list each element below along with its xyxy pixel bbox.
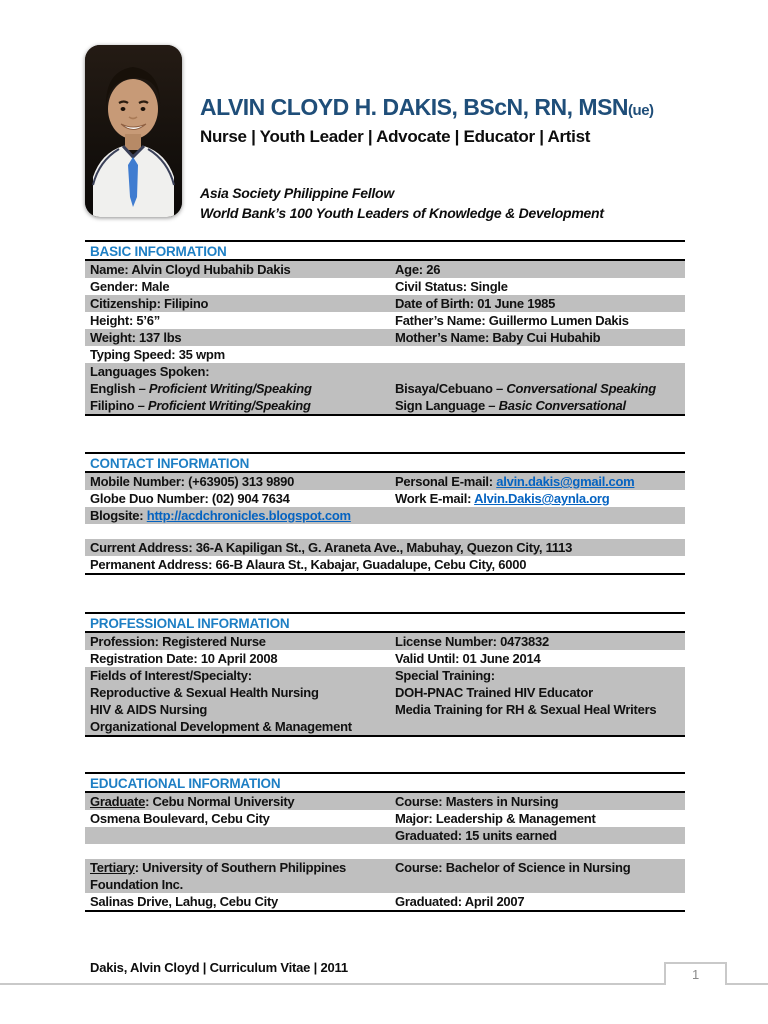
page-number-tab [664, 962, 727, 985]
field-tertiary-school: Tertiary: University of Southern Philippines Foundation Inc. [90, 860, 347, 892]
field-father-name: Father’s Name: Guillermo Lumen Dakis [395, 313, 629, 328]
field-citizenship: Citizenship: Filipino [90, 296, 209, 311]
field-current-address: Current Address: 36-A Kapiligan St., G. Araneta Ave., Mabuhay, Quezon City, 1113 [90, 540, 573, 555]
languages-block [85, 363, 685, 414]
field-tertiary-graduated: Graduated: April 2007 [395, 894, 525, 909]
field-civil-status: Civil Status: Single [395, 279, 508, 294]
cv-sections [85, 240, 685, 912]
table-row [85, 312, 685, 329]
field-mobile-number: Mobile Number: (+63905) 313 9890 [90, 474, 295, 489]
field-mother-name: Mother’s Name: Baby Cui Hubahib [395, 330, 601, 345]
spacer-row [85, 844, 685, 859]
table-row [85, 827, 685, 844]
field-profession: Profession: Registered Nurse [90, 634, 266, 649]
field-personal-email: Personal E-mail: alvin.dakis@gmail.com [395, 474, 635, 489]
page-divider-line [0, 983, 768, 985]
section-title-educational: EDUCATIONAL INFORMATION [85, 774, 685, 793]
field-tertiary-address: Salinas Drive, Lahug, Cebu City [90, 894, 279, 909]
blogsite-link[interactable]: http://acdchronicles.blogspot.com [146, 508, 351, 523]
person-name-main: ALVIN CLOYD H. DAKIS, BScN, RN, MSN [200, 94, 629, 120]
table-row [85, 810, 685, 827]
table-row [85, 633, 685, 650]
section-title-professional: PROFESSIONAL INFORMATION [85, 614, 685, 633]
table-row [85, 793, 685, 810]
field-blogsite: Blogsite: http://acdchronicles.blogspot.com [90, 508, 351, 523]
table-row [85, 859, 685, 893]
fields-of-interest-list: Fields of Interest/Specialty: Reproductive & Sexual Health Nursing HIV & AIDS Nursing Organizational Development & Management [90, 668, 352, 734]
table-row [85, 490, 685, 507]
field-license-number: License Number: 0473832 [395, 634, 549, 649]
field-globe-number: Globe Duo Number: (02) 904 7634 [90, 491, 290, 506]
section-title-contact: CONTACT INFORMATION [85, 454, 685, 473]
spacer-row [85, 524, 685, 539]
person-name-suffix: (ue) [628, 102, 654, 119]
field-name: Name: Alvin Cloyd Hubahib Dakis [90, 262, 291, 277]
field-graduate-address: Osmena Boulevard, Cebu City [90, 811, 270, 826]
language-sign: Sign Language – Basic Conversational [395, 398, 626, 413]
field-graduate-course: Course: Masters in Nursing [395, 794, 559, 809]
footer-text: Dakis, Alvin Cloyd | Curriculum Vitae | 2011 [90, 960, 348, 975]
tagline: Nurse | Youth Leader | Advocate | Educator | Artist [200, 127, 591, 146]
field-registration-date: Registration Date: 10 April 2008 [90, 651, 278, 666]
table-row [85, 261, 685, 278]
field-weight: Weight: 137 lbs [90, 330, 182, 345]
field-typing-speed: Typing Speed: 35 wpm [90, 347, 225, 362]
special-training-list: Special Training: DOH-PNAC Trained HIV Educator Media Training for RH & Sexual Heal Writers [395, 668, 657, 717]
field-valid-until: Valid Until: 01 June 2014 [395, 651, 541, 666]
language-english: English – Proficient Writing/Speaking [90, 381, 312, 396]
field-graduate-school: Graduate: Cebu Normal University [90, 794, 295, 809]
person-name [200, 94, 654, 121]
field-graduate-units: Graduated: 15 units earned [395, 828, 557, 843]
table-row [85, 278, 685, 295]
table-row [85, 346, 685, 363]
table-row [85, 650, 685, 667]
language-filipino: Filipino – Proficient Writing/Speaking [90, 398, 311, 413]
field-height: Height: 5’6” [90, 313, 160, 328]
page-number: 1 [692, 967, 699, 982]
section-basic-information [85, 240, 685, 416]
languages-heading: Languages Spoken: [90, 364, 210, 379]
table-row [85, 539, 685, 556]
field-date-of-birth: Date of Birth: 01 June 1985 [395, 296, 556, 311]
portrait-photo-image [85, 45, 182, 217]
field-gender: Gender: Male [90, 279, 170, 294]
section-title-basic: BASIC INFORMATION [85, 242, 685, 261]
fellowships [200, 183, 604, 223]
field-graduate-major: Major: Leadership & Management [395, 811, 596, 826]
field-permanent-address: Permanent Address: 66-B Alaura St., Kabajar, Guadalupe, Cebu City, 6000 [90, 557, 527, 572]
fellowship-line-2: World Bank’s 100 Youth Leaders of Knowledge & Development [200, 205, 604, 221]
language-bisaya: Bisaya/Cebuano – Conversational Speaking [395, 381, 656, 396]
portrait-photo [85, 45, 182, 217]
specialty-training-block [85, 667, 685, 735]
section-professional-information [85, 612, 685, 737]
section-contact-information [85, 452, 685, 575]
table-row [85, 893, 685, 910]
table-row [85, 507, 685, 524]
personal-email-link[interactable]: alvin.dakis@gmail.com [496, 474, 635, 489]
table-row [85, 556, 685, 573]
section-educational-information [85, 772, 685, 912]
work-email-link[interactable]: Alvin.Dakis@aynla.org [474, 491, 610, 506]
field-age: Age: 26 [395, 262, 441, 277]
fellowship-line-1: Asia Society Philippine Fellow [200, 185, 394, 201]
table-row [85, 473, 685, 490]
table-row [85, 329, 685, 346]
field-tertiary-course: Course: Bachelor of Science in Nursing [395, 860, 631, 875]
field-work-email: Work E-mail: Alvin.Dakis@aynla.org [395, 491, 610, 506]
table-row [85, 295, 685, 312]
